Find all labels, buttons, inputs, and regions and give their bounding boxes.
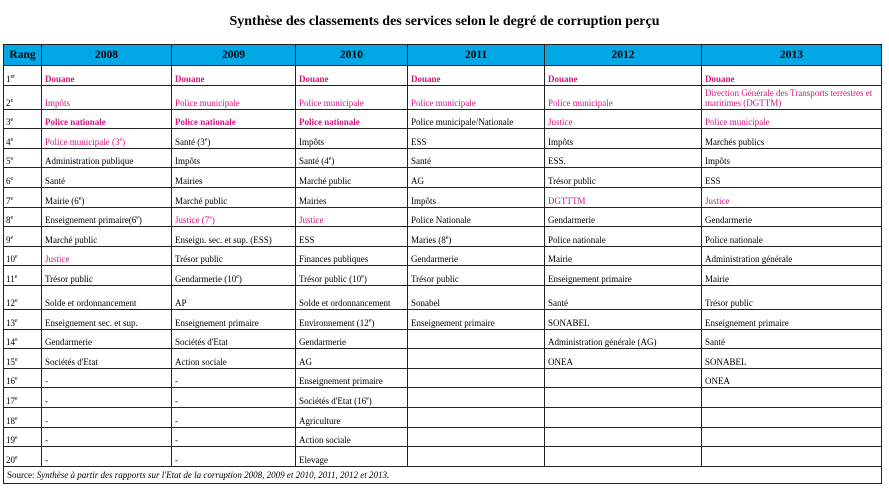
rank-number: 8: [6, 215, 11, 226]
service-cell: Enseignement primaire: [702, 309, 882, 329]
service-cell: Santé: [702, 329, 882, 349]
rank-suffix: e: [10, 156, 14, 163]
service-cell: Police municipale: [545, 85, 702, 109]
service-cell: Enseignement primaire: [172, 309, 296, 329]
table-row: [4, 168, 882, 188]
table-row: [4, 447, 882, 467]
table-row: [4, 109, 882, 129]
column-header: 2012: [545, 45, 702, 66]
ordinal-suffix: e: [328, 156, 332, 163]
ordinal-suffix: e: [368, 317, 372, 324]
service-cell: Enseignement primaire: [545, 266, 702, 286]
service-cell: ONEA: [545, 349, 702, 369]
service-cell: Mairies: [296, 187, 408, 207]
rank-cell: [4, 168, 42, 188]
service-cell: Marché public: [42, 227, 172, 247]
service-cell: Solde et ordonnancement: [42, 285, 172, 309]
service-cell: -: [172, 388, 296, 408]
rank-suffix: e: [10, 195, 14, 202]
service-cell: ESS: [408, 129, 545, 149]
rank-number: 12: [6, 297, 15, 308]
service-cell: Police nationale: [42, 109, 172, 129]
service-cell: -: [42, 447, 172, 467]
service-cell: Justice: [545, 109, 702, 129]
rank-number: 6: [6, 175, 11, 186]
service-cell: ESS: [702, 168, 882, 188]
service-cell: Police nationale: [296, 109, 408, 129]
table-row: [4, 148, 882, 168]
service-cell: Police Nationale: [408, 207, 545, 227]
service-cell: [545, 427, 702, 447]
service-cell: Santé (3e): [172, 129, 296, 149]
column-header: 2008: [42, 45, 172, 66]
rank-number: 1: [6, 73, 11, 84]
service-cell: AG: [408, 168, 545, 188]
ordinal-suffix: e: [136, 215, 139, 222]
service-cell: Sonabel: [408, 285, 545, 309]
service-cell: SONABEL: [545, 309, 702, 329]
source-label: Source:: [7, 469, 35, 480]
table-row: [4, 187, 882, 207]
table-row: [4, 207, 882, 227]
rank-number: 10: [6, 254, 15, 265]
rank-cell: [4, 187, 42, 207]
ordinal-suffix: e: [236, 273, 239, 280]
service-cell: Elevage: [296, 447, 408, 467]
service-cell: Sociétés d'Etat: [172, 329, 296, 349]
table-row: [4, 427, 882, 447]
rank-cell: [4, 329, 42, 349]
service-cell: Police nationale: [172, 109, 296, 129]
service-cell: Finances publiques: [296, 246, 408, 266]
service-cell: Police municipale: [172, 85, 296, 109]
column-header: 2013: [702, 45, 882, 66]
service-cell: ESS.: [545, 148, 702, 168]
table-row: [4, 85, 882, 109]
service-cell: -: [42, 388, 172, 408]
service-cell: [545, 368, 702, 388]
service-cell: Police municipale/Nationale: [408, 109, 545, 129]
service-cell: Marché public: [296, 168, 408, 188]
rank-number: 15: [6, 356, 15, 367]
ordinal-suffix: e: [119, 136, 123, 143]
service-cell: [545, 407, 702, 427]
service-cell: -: [172, 447, 296, 467]
rank-cell: [4, 368, 42, 388]
service-cell: Impôts: [296, 129, 408, 149]
service-cell: Gendarmerie: [545, 207, 702, 227]
service-cell: AP: [172, 285, 296, 309]
rank-suffix: e: [10, 215, 14, 222]
service-cell: Trésor public: [408, 266, 545, 286]
service-cell: Douane: [408, 66, 545, 86]
service-cell: Impôts: [545, 129, 702, 149]
rank-number: 7: [6, 195, 11, 206]
service-cell: [545, 388, 702, 408]
service-cell: Justice (7e): [172, 207, 296, 227]
rank-number: 19: [6, 435, 15, 446]
rank-suffix: e: [15, 356, 18, 363]
service-cell: -: [172, 368, 296, 388]
service-cell: Enseignement primaire: [296, 368, 408, 388]
rank-number: 16: [6, 376, 15, 387]
table-header-row: [4, 45, 882, 66]
service-cell: Justice: [702, 187, 882, 207]
rank-suffix: e: [10, 97, 14, 104]
rank-suffix: e: [15, 376, 18, 383]
service-cell: Administration générale: [702, 246, 882, 266]
service-cell: Sociétés d'Etat: [42, 349, 172, 369]
service-cell: Sociétés d'Etat (16e): [296, 388, 408, 408]
rank-number: 2: [6, 97, 11, 108]
table-row: [4, 388, 882, 408]
service-cell: [408, 447, 545, 467]
service-cell: Santé: [408, 148, 545, 168]
service-cell: Enseignement primaire(6e): [42, 207, 172, 227]
ordinal-suffix: e: [78, 195, 82, 202]
rank-cell: [4, 349, 42, 369]
ordinal-suffix: e: [361, 273, 364, 280]
table-row: [4, 309, 882, 329]
rank-cell: [4, 207, 42, 227]
service-cell: Santé: [42, 168, 172, 188]
table-body: [4, 66, 882, 467]
table-row: [4, 285, 882, 309]
rank-number: 11: [6, 273, 15, 284]
rank-suffix: e: [15, 337, 18, 344]
service-cell: -: [172, 407, 296, 427]
service-cell: Douane: [172, 66, 296, 86]
rank-suffix: e: [15, 415, 18, 422]
service-cell: [408, 427, 545, 447]
service-cell: Trésor public: [702, 285, 882, 309]
ordinal-suffix: e: [209, 215, 212, 222]
service-cell: ONEA: [702, 368, 882, 388]
service-cell: Maries (8e): [408, 227, 545, 247]
service-cell: [408, 407, 545, 427]
service-cell: Trésor public: [545, 168, 702, 188]
rank-cell: [4, 427, 42, 447]
source-note: [4, 466, 882, 483]
rank-cell: [4, 285, 42, 309]
service-cell: Action sociale: [296, 427, 408, 447]
table-row: [4, 329, 882, 349]
rank-cell: [4, 388, 42, 408]
service-cell: Police municipale: [408, 85, 545, 109]
rank-suffix: e: [15, 395, 18, 402]
service-cell: [408, 349, 545, 369]
rank-number: 17: [6, 395, 15, 406]
rank-suffix: e: [15, 254, 18, 261]
service-cell: Enseignement primaire: [408, 309, 545, 329]
table-row: [4, 368, 882, 388]
column-header: 2010: [296, 45, 408, 66]
rank-number: 4: [6, 136, 11, 147]
service-cell: Douane: [702, 66, 882, 86]
service-cell: Police nationale: [545, 227, 702, 247]
ordinal-suffix: e: [204, 136, 208, 143]
service-cell: Gendarmerie (10e): [172, 266, 296, 286]
service-cell: Marchés publics: [702, 129, 882, 149]
column-header: 2011: [408, 45, 545, 66]
service-cell: Impôts: [172, 148, 296, 168]
service-cell: Impôts: [408, 187, 545, 207]
ordinal-suffix: e: [445, 234, 449, 241]
service-cell: Douane: [42, 66, 172, 86]
service-cell: Gendarmerie: [408, 246, 545, 266]
service-cell: [702, 447, 882, 467]
table-row: [4, 349, 882, 369]
service-cell: Santé (4e): [296, 148, 408, 168]
service-cell: Douane: [545, 66, 702, 86]
source-text: Synthèse à partir des rapports sur l'Etat de la corruption 2008, 2009 et 2010, 2011, 2012 et 2013.: [36, 469, 390, 480]
service-cell: [702, 388, 882, 408]
service-cell: Mairie: [545, 246, 702, 266]
service-cell: DGTTTM: [545, 187, 702, 207]
table-row: [4, 66, 882, 86]
table-row: [4, 246, 882, 266]
table-row: [4, 227, 882, 247]
table-row: [4, 129, 882, 149]
service-cell: Gendarmerie: [296, 329, 408, 349]
service-cell: -: [172, 427, 296, 447]
rank-suffix: e: [10, 136, 14, 143]
rank-cell: [4, 66, 42, 86]
service-cell: Douane: [296, 66, 408, 86]
service-cell: Trésor public: [42, 266, 172, 286]
service-cell: Agriculture: [296, 407, 408, 427]
service-cell: Marché public: [172, 187, 296, 207]
ordinal-suffix: e: [366, 395, 369, 402]
service-cell: Trésor public (10e): [296, 266, 408, 286]
service-cell: [702, 427, 882, 447]
service-cell: Gendarmerie: [42, 329, 172, 349]
rank-cell: [4, 129, 42, 149]
service-cell: Administration publique: [42, 148, 172, 168]
service-cell: Action sociale: [172, 349, 296, 369]
service-cell: Mairie: [702, 266, 882, 286]
rank-suffix: e: [10, 234, 14, 241]
service-cell: -: [42, 368, 172, 388]
rank-suffix: e: [10, 117, 14, 124]
rank-cell: [4, 266, 42, 286]
rank-cell: [4, 85, 42, 109]
rank-cell: [4, 246, 42, 266]
service-cell: -: [42, 427, 172, 447]
service-cell: ESS: [296, 227, 408, 247]
rank-suffix: e: [10, 175, 14, 182]
service-cell: [408, 329, 545, 349]
rank-suffix: e: [15, 297, 18, 304]
ranking-table: [3, 44, 882, 484]
service-cell: Gendarmerie: [702, 207, 882, 227]
rank-suffix: e: [15, 454, 18, 461]
source-row: [4, 466, 882, 483]
rank-number: 14: [6, 337, 15, 348]
rank-suffix: er: [10, 73, 16, 80]
service-cell: -: [42, 407, 172, 427]
page-title: Synthèse des classements des services selon le degré de corruption perçu: [229, 14, 660, 29]
rank-cell: [4, 407, 42, 427]
rank-cell: [4, 109, 42, 129]
service-cell: Justice: [42, 246, 172, 266]
service-cell: [408, 368, 545, 388]
rank-number: 9: [6, 234, 11, 245]
rank-suffix: e: [15, 317, 18, 324]
service-cell: Santé: [545, 285, 702, 309]
service-cell: Impôts: [42, 85, 172, 109]
service-cell: Mairie (6e): [42, 187, 172, 207]
service-cell: [408, 388, 545, 408]
rank-cell: [4, 148, 42, 168]
rank-number: 18: [6, 415, 15, 426]
rank-number: 13: [6, 317, 15, 328]
service-cell: Environnement (12e): [296, 309, 408, 329]
rank-cell: [4, 227, 42, 247]
service-cell: Police municipale: [296, 85, 408, 109]
service-cell: Direction Générale des Transports terrestres et maritimes (DGTTM): [702, 85, 882, 109]
rank-number: 20: [6, 454, 15, 465]
rank-cell: [4, 309, 42, 329]
service-cell: Enseign. sec. et sup. (ESS): [172, 227, 296, 247]
service-cell: Mairies: [172, 168, 296, 188]
table-row: [4, 407, 882, 427]
service-cell: Trésor public: [172, 246, 296, 266]
rank-suffix: e: [14, 273, 18, 280]
service-cell: Police municipale (3e): [42, 129, 172, 149]
column-header: Rang: [4, 45, 42, 66]
service-cell: SONABEL: [702, 349, 882, 369]
rank-cell: [4, 447, 42, 467]
rank-suffix: e: [15, 435, 18, 442]
service-cell: Police municipale: [702, 109, 882, 129]
service-cell: Police nationale: [702, 227, 882, 247]
service-cell: [702, 407, 882, 427]
rank-number: 5: [6, 156, 11, 167]
table-row: [4, 266, 882, 286]
service-cell: Justice: [296, 207, 408, 227]
service-cell: Administration générale (AG): [545, 329, 702, 349]
service-cell: AG: [296, 349, 408, 369]
service-cell: [545, 447, 702, 467]
column-header: 2009: [172, 45, 296, 66]
service-cell: Solde et ordonnancement: [296, 285, 408, 309]
rank-number: 3: [6, 117, 11, 128]
service-cell: Impôts: [702, 148, 882, 168]
service-cell: Enseignement sec. et sup.: [42, 309, 172, 329]
